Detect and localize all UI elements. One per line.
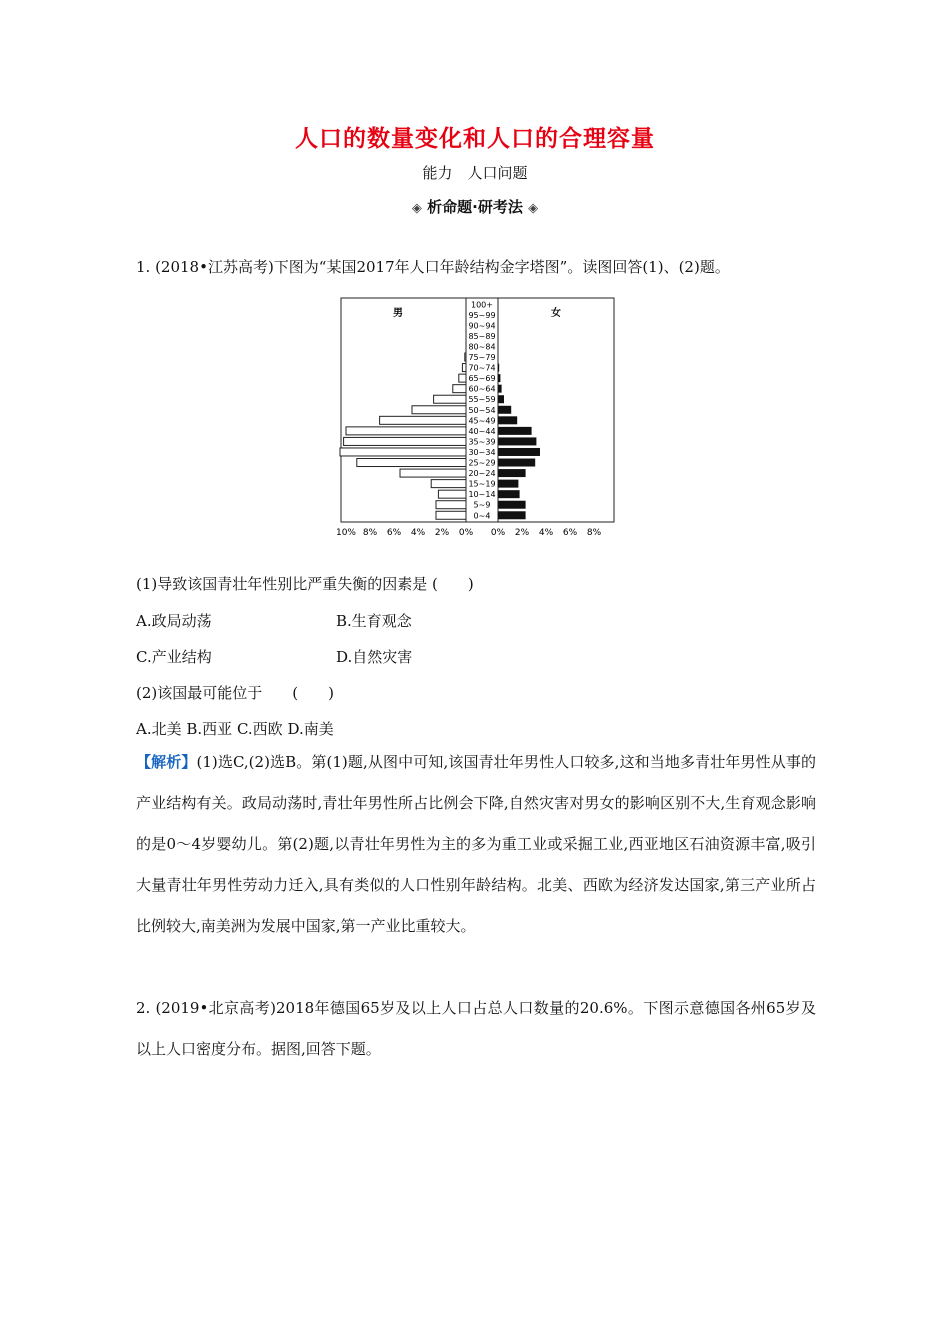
diamond-right-icon: ◈ [528,201,539,216]
x-tick-label: 8% [586,528,602,538]
female-bar [498,459,535,467]
age-group-label: 70~74 [468,363,496,373]
population-pyramid-chart [0,0,950,560]
sub-question-1-stem: (1)导致该国青壮年性别比严重失衡的因素是 ( ) [136,575,474,593]
male-bar [340,448,466,456]
x-tick-label: 2% [434,528,450,538]
x-tick-label: 8% [362,528,378,538]
age-group-label: 5~9 [473,500,491,510]
age-group-label: 100+ [471,300,493,310]
male-bar [412,406,466,414]
age-group-label: 10~14 [468,490,496,500]
question-2-stem: 2. (2019•北京高考)2018年德国65岁及以上人口占总人口数量的20.6%。下图示意德国各州65岁及以上人口密度分布。据图,回答下题。 [136,999,816,1058]
x-tick-label: 6% [386,528,402,538]
age-group-label: 50~54 [468,405,496,415]
age-group-label: 90~94 [468,321,496,331]
male-bar [357,459,466,467]
option-a[interactable]: A.政局动荡 [136,612,212,630]
sub-question-1-options-row-2 [136,646,536,667]
female-bar [498,480,518,488]
option-a[interactable]: A.北美 [136,720,182,738]
male-bar [436,511,466,519]
male-bar [465,353,466,361]
age-group-label: 75~79 [468,353,496,363]
age-group-label: 25~29 [468,458,496,468]
female-bar [498,490,520,498]
female-bar [498,416,517,424]
option-b[interactable]: B.西亚 [186,720,233,738]
page-subtitle: 能力 人口问题 [422,164,528,182]
age-group-label: 85~89 [468,331,496,341]
female-bar [498,469,526,477]
male-bar [431,480,466,488]
option-b[interactable]: B.生育观念 [336,612,412,630]
option-d[interactable]: D.自然灾害 [336,648,413,666]
female-bar [498,448,540,456]
male-bar [436,501,466,509]
age-group-label: 0~4 [473,511,491,521]
age-group-label: 65~69 [468,374,496,384]
sub-question-2-stem: (2)该国最可能位于 ( ) [136,684,334,702]
section-title: 析命题·研考法 [427,198,523,216]
chart-label-female: 女 [551,308,561,319]
analysis-tag: 【解析】 [136,753,197,771]
age-group-label: 60~64 [468,384,496,394]
female-bar [498,406,511,414]
x-tick-label: 2% [514,528,530,538]
age-group-label: 55~59 [468,395,496,405]
option-c[interactable]: C.西欧 [236,720,283,738]
female-bar [498,364,499,372]
question-1-stem: 1. (2018•江苏高考)下图为“某国2017年人口年龄结构金字塔图”。读图回答(1)、(2)题。 [136,258,730,276]
x-tick-label: 6% [562,528,578,538]
chart-label-male: 男 [393,308,403,319]
male-bar [462,364,466,372]
female-bar [498,501,526,509]
female-bar [498,385,502,393]
sub-question-2-options [136,718,334,739]
x-tick-label: 0% [458,528,474,538]
age-group-label: 40~44 [468,426,496,436]
option-d[interactable]: D.南美 [287,720,334,738]
female-bar [498,395,504,403]
analysis-text: (1)选C,(2)选B。第(1)题,从图中可知,该国青壮年男性人口较多,这和当地多青壮年男性从事的产业结构有关。政局动荡时,青壮年男性所占比例会下降,自然灾害对男女的影响区别不大,生育观念影响的是0～4岁婴幼儿。第(2)题,以青壮年男性为主的多为重工业或采掘工业,西亚地区石油资源丰富,吸引大量青壮年男性劳动力迁入,具有类似的人口性别年龄结构。北美、西欧为经济发达国家,第三产业所占比例较大,南美洲为发展中国家,第一产业比重较大。 [136,753,816,935]
male-bar [459,374,466,382]
x-tick-label: 4% [410,528,426,538]
age-group-label: 30~34 [468,447,496,457]
female-bar [498,511,526,519]
male-bar [438,490,466,498]
sub-question-1-options-row-1 [136,610,536,631]
diamond-left-icon: ◈ [411,201,422,216]
age-group-label: 20~24 [468,469,496,479]
male-bar [346,427,466,435]
page-title: 人口的数量变化和人口的合理容量 [295,126,655,152]
x-tick-label: 4% [538,528,554,538]
male-bar [434,395,466,403]
age-group-label: 45~49 [468,416,496,426]
age-group-label: 95~99 [468,310,496,320]
age-group-label: 35~39 [468,437,496,447]
age-group-label: 80~84 [468,342,496,352]
age-group-label: 15~19 [468,479,496,489]
female-bar [498,427,532,435]
x-tick-label: 10% [335,528,357,538]
female-bar [498,374,500,382]
option-c[interactable]: C.产业结构 [136,648,212,666]
male-bar [400,469,466,477]
x-tick-label: 0% [490,528,506,538]
male-bar [453,385,466,393]
male-bar [380,416,466,424]
female-bar [498,437,536,445]
male-bar [344,437,466,445]
analysis-block [136,742,816,947]
